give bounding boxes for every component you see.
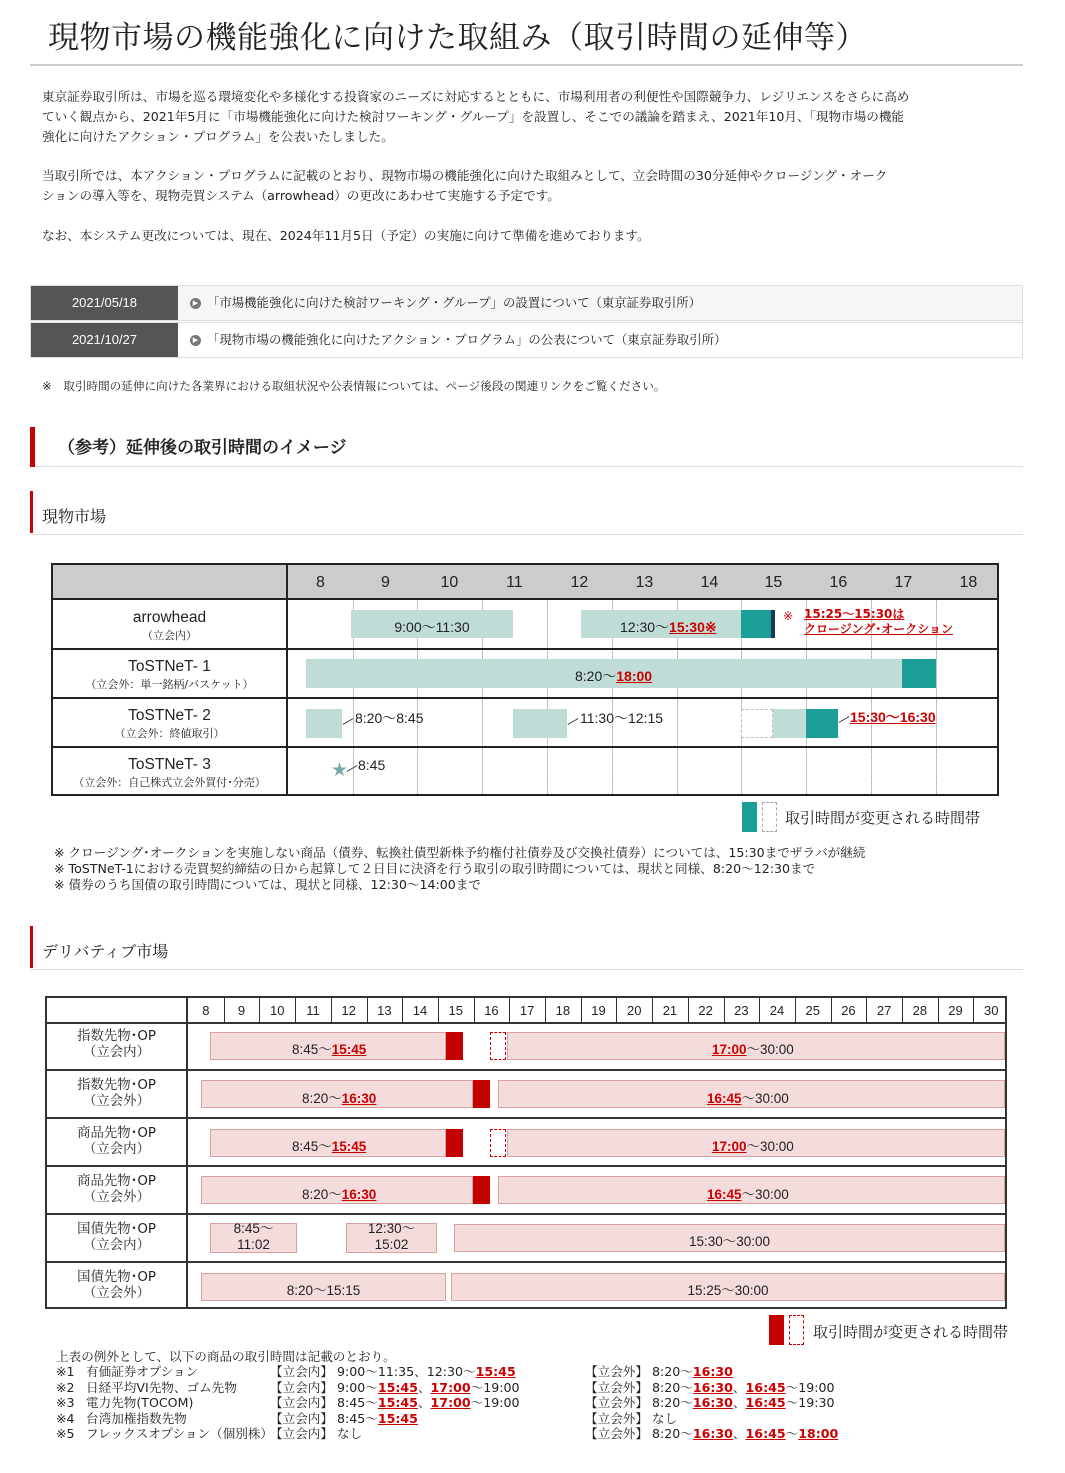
header-divider — [652, 998, 653, 1024]
time-part: 、 — [732, 1379, 746, 1395]
hour-label: 13 — [377, 1003, 392, 1018]
hour-label: 9 — [380, 574, 390, 591]
time-end: ～30:00 — [741, 1091, 789, 1106]
row-separator — [53, 648, 997, 650]
closing-auction-note — [804, 607, 953, 637]
hour-label: 26 — [841, 1003, 856, 1018]
exception-name: フレックスオプション（個別株） — [86, 1426, 274, 1441]
spot-timetable — [51, 563, 999, 796]
header-divider — [724, 998, 725, 1024]
header-divider — [367, 998, 368, 1024]
hour-label: 14 — [700, 574, 719, 591]
leader-line — [347, 765, 358, 772]
row-name: ToSTNeT- 2 — [128, 707, 211, 724]
time-part: 【立会外】 8:20～ — [585, 1379, 693, 1395]
row-name: 商品先物･OP — [77, 1174, 156, 1189]
star-icon: ★ — [331, 759, 349, 781]
note-mark: ※ — [783, 609, 794, 623]
leader-line — [839, 716, 850, 723]
time-part: ～19:00 — [785, 1379, 835, 1395]
row-separator — [47, 1261, 1005, 1263]
hour-label: 15 — [448, 1003, 463, 1018]
exception-out-hours — [585, 1395, 835, 1411]
time-part: 17:00 — [430, 1379, 471, 1395]
time-part: 【立会外】 8:20～ — [585, 1364, 693, 1379]
hour-label: 12 — [341, 1003, 356, 1018]
time-end: ～30:00 — [741, 1187, 789, 1202]
exception-no: ※3 — [56, 1395, 75, 1410]
hour-label: 27 — [876, 1003, 892, 1018]
hour-label: 11 — [306, 1003, 320, 1018]
time-part: 【立会内】 8:45～ — [270, 1410, 378, 1426]
header-divider — [688, 998, 689, 1024]
header-divider — [795, 998, 796, 1024]
time-part: ～19:00 — [470, 1395, 520, 1410]
intro-line: なお、本システム更改については、現在、2024年11月5日（予定）の実施に向けて準備を進めております。 — [42, 228, 650, 243]
time-extended: 15:30※ — [669, 619, 717, 635]
session-label — [302, 1183, 376, 1203]
session-label: 11:30～12:15 — [580, 710, 664, 726]
time-part: 16:45 — [745, 1379, 786, 1395]
row-sub: （立会外） — [83, 1190, 150, 1205]
heading-accent — [30, 926, 33, 968]
closing-auction-bar — [771, 610, 775, 638]
heading-accent — [30, 491, 33, 533]
session-label — [302, 1087, 376, 1107]
time-extended: 16:45 — [707, 1091, 742, 1106]
intro-line: 当取引所では、本アクション・プログラムに記載のとおり、現物市場の機能強化に向けた取組みとして、立会時間の30分延伸やクロージング・オーク — [42, 168, 888, 183]
time-part: 16:45 — [745, 1395, 786, 1410]
time-extended: 15:45 — [331, 1042, 367, 1057]
row-separator — [47, 1213, 1005, 1215]
session-label: 9:00～11:30 — [394, 619, 470, 635]
exception-no: ※2 — [56, 1379, 75, 1395]
row-sub: （立会外：終値取引） — [114, 727, 225, 740]
row-separator — [47, 1069, 1005, 1071]
row-label-commodity-in — [47, 1126, 186, 1158]
hour-label: 9 — [237, 1003, 246, 1018]
legend-solid-swatch — [742, 802, 757, 832]
header-divider — [259, 998, 260, 1024]
exception-in-hours — [270, 1380, 520, 1396]
label-separator — [286, 565, 288, 794]
hour-label: 17 — [894, 574, 913, 591]
spot-title: 現物市場 — [42, 507, 107, 526]
spot-heading — [30, 491, 1023, 535]
row-label-jgb-out — [47, 1270, 186, 1302]
exception-name: 台湾加権指数先物 — [86, 1410, 187, 1426]
row-sub: （立会内） — [83, 1238, 150, 1253]
exception-name: 有価証券オプション — [86, 1364, 199, 1379]
exception-no: ※1 — [56, 1364, 75, 1379]
time-part: 【立会外】 8:20～ — [585, 1395, 693, 1410]
intro-line: 強化に向けたアクション・プログラム」を公表いたしました。 — [42, 129, 394, 144]
hour-label: 22 — [698, 1003, 713, 1018]
row-name: ToSTNeT- 1 — [128, 658, 211, 675]
news-date: 2021/05/18 — [31, 286, 178, 320]
time-start: 8:45～ — [233, 1221, 274, 1236]
removed-slot — [490, 1129, 506, 1157]
header-divider — [224, 998, 225, 1024]
session-label — [707, 1183, 789, 1203]
time-part: 、 — [417, 1395, 431, 1410]
row-label-index-out — [47, 1078, 186, 1110]
intro-paragraph-1 — [42, 87, 1017, 147]
session-label: 8:45 — [358, 757, 386, 773]
hour-label: 21 — [662, 1003, 678, 1018]
extended-bar — [473, 1080, 490, 1108]
time-part: 15:45 — [377, 1410, 418, 1426]
deriv-title: デリバティブ市場 — [42, 942, 169, 961]
time-start: 12:30～ — [367, 1221, 416, 1236]
time-part: 16:30 — [692, 1379, 733, 1395]
session-label: 8:20～8:45 — [355, 710, 424, 726]
header-divider — [509, 998, 510, 1024]
time-end: ～30:00 — [746, 1042, 794, 1057]
hour-label: 19 — [591, 1003, 606, 1018]
hour-label: 18 — [959, 574, 978, 591]
time-part: 【立会内】 8:45～ — [270, 1395, 378, 1410]
time-end: 11:02 — [237, 1237, 270, 1252]
time-start: 8:20～ — [302, 1091, 342, 1106]
hour-label: 12 — [570, 574, 589, 591]
legend-label: 取引時間が変更される時間帯 — [813, 1323, 1009, 1341]
row-name: arrowhead — [132, 609, 207, 626]
row-name: 国債先物･OP — [77, 1270, 156, 1285]
row-separator — [53, 746, 997, 748]
news-date: 2021/10/27 — [31, 323, 178, 357]
row-sub: （立会内） — [83, 1142, 150, 1157]
extended-bar — [806, 709, 838, 738]
section-title: （参考）延伸後の取引時間のイメージ — [58, 438, 347, 458]
section-heading — [30, 425, 1023, 467]
news-link[interactable] — [178, 286, 1022, 320]
news-item[interactable] — [30, 322, 1023, 358]
exception-in-hours — [270, 1395, 520, 1411]
time-start: 8:20～ — [302, 1187, 342, 1202]
header-divider — [581, 998, 582, 1024]
page-title: 現物市場の機能強化に向けた取組み（取引時間の延伸等） — [48, 20, 867, 56]
time-extended: 17:00 — [712, 1139, 747, 1154]
time-part: 【立会内】 なし — [270, 1426, 363, 1441]
extended-bar — [446, 1129, 463, 1157]
title-divider — [30, 64, 1023, 66]
time-part: ～ — [785, 1426, 799, 1441]
time-part: 15:45 — [475, 1364, 516, 1379]
hour-label: 24 — [769, 1003, 785, 1018]
time-start: 8:45～ — [292, 1139, 332, 1154]
time-part: 、 — [732, 1395, 746, 1410]
row-label-tostnet1 — [53, 658, 286, 692]
row-separator — [53, 697, 997, 699]
hour-label: 11 — [506, 574, 523, 591]
row-sub: （立会外：単一銘柄/バスケット） — [85, 678, 254, 691]
time-start: 12:30～ — [620, 619, 670, 635]
time-part: 15:45 — [377, 1379, 418, 1395]
row-sub: （立会内） — [142, 629, 197, 642]
row-label-tostnet3 — [53, 756, 286, 790]
hour-label: 20 — [627, 1003, 642, 1018]
row-sub: （立会内） — [83, 1045, 150, 1060]
row-name: 指数先物･OP — [77, 1029, 156, 1044]
time-start: 8:20～ — [575, 668, 617, 684]
time-extended: 17:00 — [712, 1042, 747, 1057]
header-divider — [438, 998, 439, 1024]
news-link[interactable] — [178, 323, 1022, 357]
note-line: クロージング･オークション — [804, 622, 953, 636]
hour-label: 17 — [519, 1003, 535, 1018]
session-label — [575, 666, 652, 686]
row-name: 指数先物･OP — [77, 1078, 156, 1093]
time-part: 16:30 — [692, 1364, 733, 1379]
time-part: 【立会外】 8:20～ — [585, 1426, 693, 1441]
row-label-tostnet2 — [53, 707, 286, 741]
time-part: ～19:00 — [470, 1379, 520, 1395]
time-part: 【立会内】 9:00～ — [270, 1379, 378, 1395]
session-label: 15:25～30:00 — [687, 1283, 769, 1298]
note-line: ※ クロージング･オークションを実施しない商品（債券、転換社債型新株予約権付社債券及び交換社債券）については、15:30までザラバが継続 — [54, 845, 866, 860]
header-divider — [545, 998, 546, 1024]
exception-name: 日経平均VI先物、ゴム先物 — [86, 1379, 237, 1395]
extended-bar — [446, 1032, 463, 1060]
exception-out-hours — [585, 1411, 677, 1427]
legend-dashed-swatch — [762, 802, 777, 832]
row-label-index-in — [47, 1029, 186, 1061]
hour-label: 28 — [912, 1003, 928, 1018]
spot-header-row — [53, 565, 997, 600]
removed-slot — [741, 709, 773, 738]
hour-label: 14 — [412, 1003, 428, 1018]
leader-line — [343, 718, 354, 725]
exception-name: 電力先物(TOCOM) — [86, 1395, 194, 1410]
extended-bar — [902, 659, 936, 688]
session-bar — [513, 709, 567, 738]
time-part: 【立会内】 9:00～11:35、12:30～ — [270, 1364, 476, 1379]
intro-line: ていく観点から、2021年5月に「市場機能強化に向けた検討ワーキング・グループ」を設置し、そこでの議論を踏まえ、2021年10月、「現物市場の機能 — [42, 109, 905, 124]
time-end: ～30:00 — [746, 1139, 794, 1154]
time-part: 15:45 — [377, 1395, 418, 1410]
time-extended: 16:30 — [341, 1091, 377, 1106]
row-separator — [47, 1165, 1005, 1167]
intro-paragraph-2 — [42, 166, 1017, 206]
session-label — [346, 1221, 437, 1253]
header-divider — [331, 998, 332, 1024]
row-name: 商品先物･OP — [77, 1126, 156, 1141]
time-part: 17:00 — [430, 1395, 471, 1410]
hour-label: 10 — [270, 1003, 285, 1018]
session-label — [292, 1135, 366, 1155]
header-divider — [759, 998, 760, 1024]
header-divider — [616, 998, 617, 1024]
time-part: 【立会外】 なし — [585, 1410, 678, 1426]
hour-label: 10 — [440, 574, 459, 591]
header-divider — [866, 998, 867, 1024]
time-start: 8:45～ — [292, 1042, 332, 1057]
row-sub: （立会外） — [83, 1094, 150, 1109]
news-text[interactable]: 「市場機能強化に向けた検討ワーキング・グループ」の設置について（東京証券取引所） — [207, 295, 702, 310]
session-label — [707, 1087, 789, 1107]
time-extended: 15:45 — [331, 1139, 367, 1154]
session-label: 8:20～15:15 — [286, 1283, 361, 1298]
exception-no: ※4 — [56, 1410, 75, 1426]
time-part: 16:30 — [692, 1395, 733, 1410]
hour-label: 8 — [202, 1003, 210, 1018]
hour-label: 15 — [764, 574, 783, 591]
spot-notes — [54, 845, 865, 893]
row-label-jgb-in — [47, 1222, 186, 1254]
time-extended: 16:45 — [707, 1187, 742, 1202]
header-divider — [902, 998, 903, 1024]
time-part: 、 — [732, 1426, 746, 1441]
news-text[interactable]: 「現物市場の機能強化に向けたアクション・プログラム」の公表について（東京証券取引所） — [207, 332, 727, 347]
header-divider — [295, 998, 296, 1024]
header-divider — [938, 998, 939, 1024]
session-label — [210, 1221, 297, 1253]
time-part: 16:30 — [692, 1426, 733, 1441]
exception-in-hours — [270, 1364, 516, 1380]
hour-label: 29 — [948, 1003, 963, 1018]
intro-paragraph-3 — [42, 226, 1017, 246]
header-divider — [474, 998, 475, 1024]
header-divider — [831, 998, 832, 1024]
session-label: 15:30～16:30 — [850, 709, 936, 725]
hour-label: 16 — [829, 574, 848, 591]
removed-slot — [490, 1032, 506, 1060]
session-label — [620, 617, 717, 637]
arrow-right-icon: ▶ — [190, 298, 201, 309]
deriv-timetable — [45, 996, 1007, 1309]
legend-dashed-swatch — [789, 1315, 804, 1345]
deriv-heading — [30, 926, 1023, 970]
exception-no: ※5 — [56, 1426, 75, 1441]
hour-label: 23 — [734, 1003, 749, 1018]
note-line: ※ ToSTNeT-1における売買契約締結の日から起算して２日目に決済を行う取引の取引時間については、現状と同様、8:20～12:30まで — [54, 861, 816, 876]
heading-accent — [30, 427, 35, 467]
exceptions-title: 上表の例外として、以下の商品の取引時間は記載のとおり。 — [56, 1349, 396, 1364]
extended-bar — [741, 610, 773, 638]
session-label — [712, 1038, 794, 1058]
row-label-arrowhead — [53, 609, 286, 643]
header-divider — [973, 998, 974, 1024]
note-line: 15:25～15:30は — [804, 607, 905, 621]
hour-label: 18 — [555, 1003, 571, 1018]
session-bar — [773, 709, 806, 738]
header-divider — [402, 998, 403, 1024]
session-label — [712, 1135, 794, 1155]
time-part: 18:00 — [798, 1426, 839, 1441]
session-bar — [306, 709, 342, 738]
exception-out-hours — [585, 1426, 838, 1442]
row-label-commodity-out — [47, 1174, 186, 1206]
hour-label: 30 — [984, 1003, 999, 1018]
news-item[interactable] — [30, 285, 1023, 321]
hour-label: 8 — [315, 574, 325, 591]
row-sub: （立会外） — [83, 1286, 150, 1301]
hour-label: 25 — [805, 1003, 820, 1018]
leader-line — [568, 718, 579, 725]
exception-in-hours — [270, 1426, 362, 1442]
intro-line: ションの導入等を、現物売買システム（arrowhead）の更改にあわせて実施する予定です。 — [42, 188, 560, 203]
time-extended: 18:00 — [616, 668, 653, 684]
row-name: 国債先物･OP — [77, 1222, 156, 1237]
legend-solid-swatch — [769, 1315, 784, 1345]
session-label: 15:30～30:00 — [688, 1234, 771, 1249]
row-name: ToSTNeT- 3 — [128, 756, 211, 773]
intro-line: 東京証券取引所は、市場を巡る環境変化や多様化する投資家のニーズに対応するとともに、市場利用者の利便性や国際競争力、レジリエンスをさらに高め — [42, 89, 910, 104]
time-part: 、 — [417, 1379, 431, 1395]
time-extended: 16:30 — [341, 1187, 377, 1202]
exception-out-hours — [585, 1364, 733, 1380]
hour-label: 16 — [484, 1003, 499, 1018]
session-label — [292, 1038, 366, 1058]
note-line: ※ 債券のうち国債の取引時間については、現状と同様、12:30～14:00まで — [54, 877, 481, 892]
legend-label: 取引時間が変更される時間帯 — [785, 809, 981, 827]
arrow-right-icon: ▶ — [190, 335, 201, 346]
exception-in-hours — [270, 1411, 418, 1427]
time-end: 15:02 — [374, 1237, 409, 1252]
extended-bar — [473, 1176, 490, 1204]
news-note: ※ 取引時間の延伸に向けた各業界における取組状況や公表情報については、ページ後段の関連リンクをご覧ください。 — [42, 379, 666, 393]
row-separator — [47, 1117, 1005, 1119]
exception-out-hours — [585, 1380, 835, 1396]
time-part: 16:45 — [745, 1426, 786, 1441]
row-sub: （立会外：自己株式立会外買付･分売） — [73, 776, 266, 789]
time-part: ～19:30 — [785, 1395, 835, 1410]
hour-label: 13 — [635, 574, 654, 591]
